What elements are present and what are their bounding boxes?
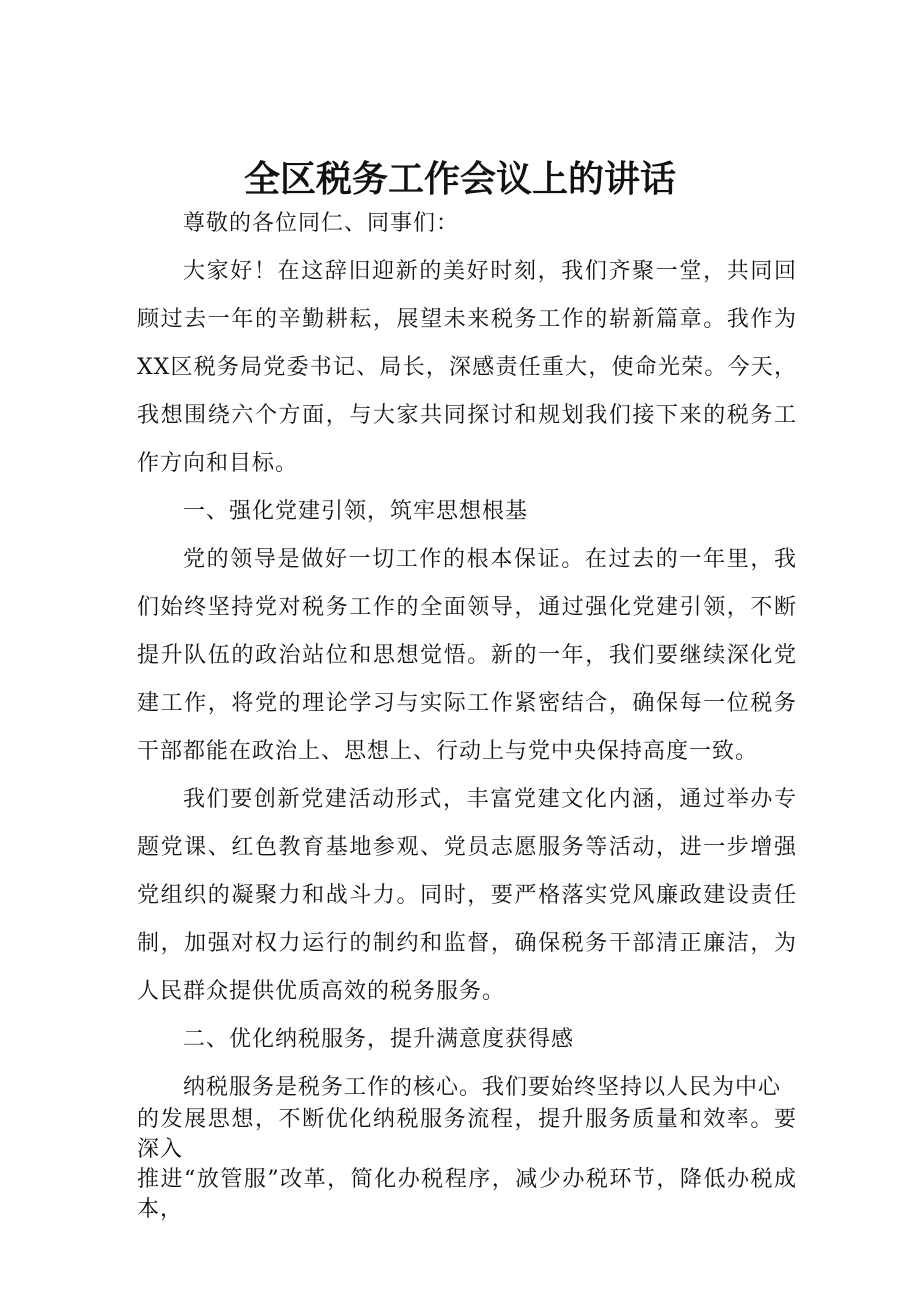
paragraph-tax-service: 纳税服务是税务工作的核心。我们要始终坚持以人民为中心 (183, 1075, 782, 1100)
paragraph-party-building: 党的领导是做好一切工作的根本保证。在过去的一年里，我们始终坚持党对税务工作的全面领导，通过强化党建引领，不断提升队伍的政治站位和思想觉悟。新的一年，我们要继续深化党建工作，将党的理论学习与实际工作紧密结合，确保每一位税务干部都能在政治上、思想上、行动上与党中央保持高度一致。 (137, 547, 797, 764)
paragraph-party-activities: 我们要创新党建活动形式，丰富党建文化内涵，通过举办专题党课、红色教育基地参观、党员志愿服务等活动，进一步增强党组织的凝聚力和战斗力。同时，要严格落实党风廉政建设责任制，加强对权力运行的制约和监督，确保税务干部清正廉洁，为人民群众提供优质高效的税务服务。 (137, 787, 797, 1004)
section-heading-1: 一、强化党建引领，筑牢思想根基 (183, 499, 529, 524)
salutation: 尊敬的各位同仁、同事们： (183, 211, 460, 236)
paragraph-opening: 大家好！在这辞旧迎新的美好时刻，我们齐聚一堂，共同回顾过去一年的辛勤耕耘，展望未来税务工作的崭新篇章。我作为XX区税务局党委书记、局长，深感责任重大，使命光荣。今天，我想围绕六个方面，与大家共同探讨和规划我们接下来的税务工作方向和目标。 (137, 259, 797, 476)
section-heading-2: 二、优化纳税服务，提升满意度获得感 (183, 1027, 575, 1052)
text-line: 推进“放管服”改革，简化办税程序，减少办税环节，降低办税成本， (137, 1167, 797, 1222)
document-title: 全区税务工作会议上的讲话 (243, 159, 676, 200)
document-body (137, 200, 797, 1112)
document-body-continued (137, 1105, 797, 1225)
text-line: 的发展思想，不断优化纳税服务流程，提升服务质量和效率。要深入 (137, 1107, 797, 1162)
